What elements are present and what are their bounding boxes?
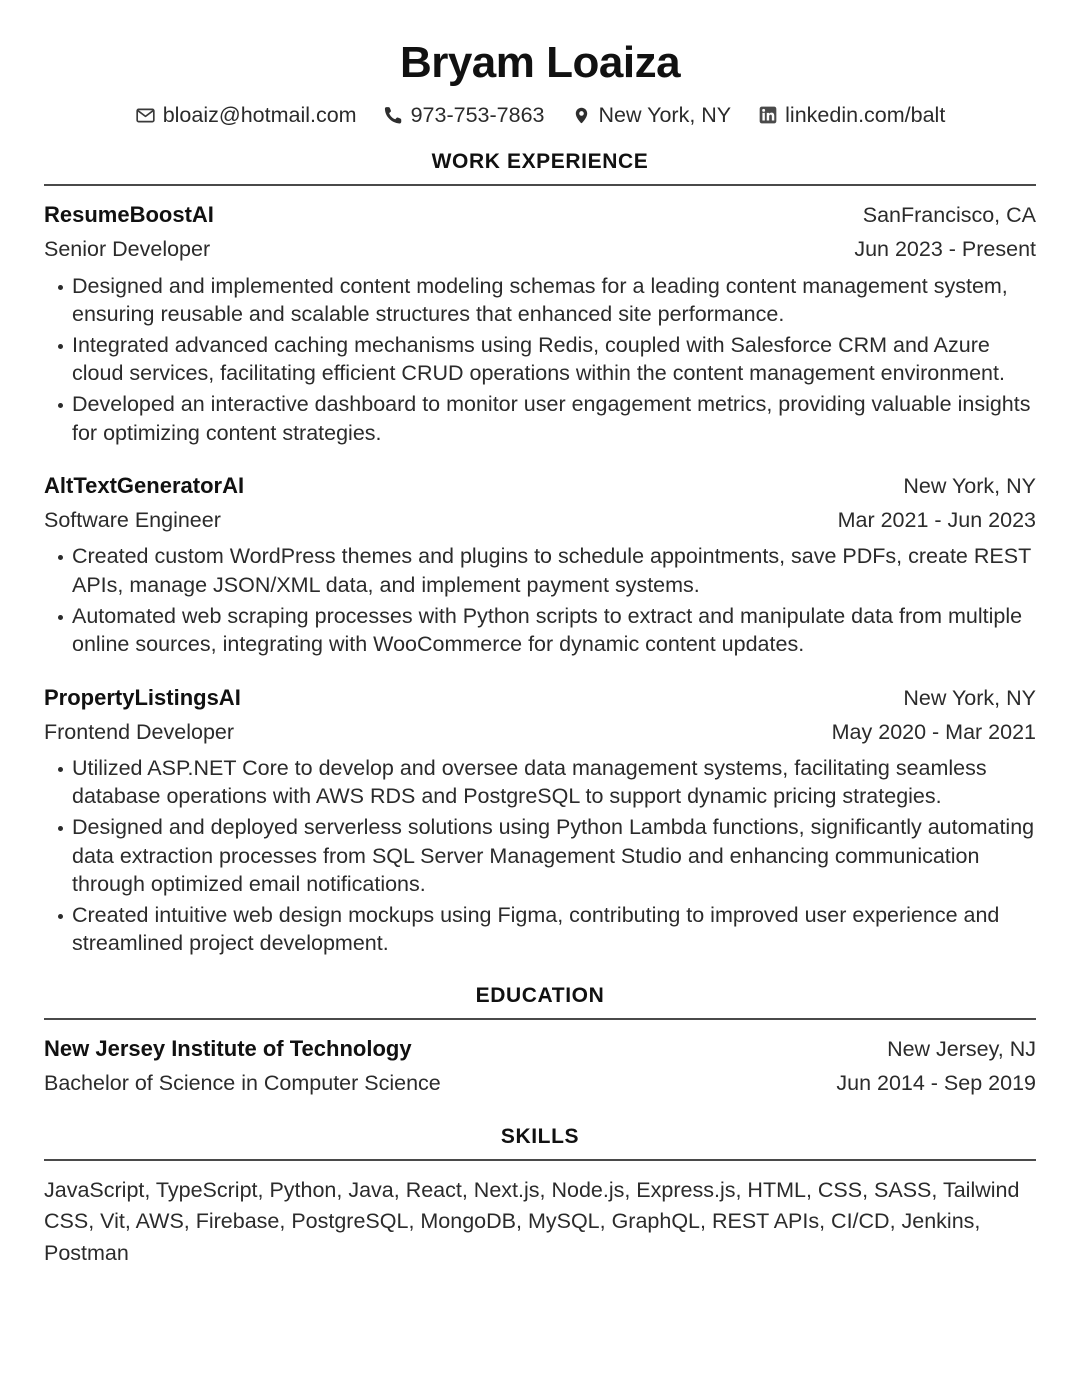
work-entry-bullets bbox=[44, 542, 1036, 658]
work-entry-subheader bbox=[44, 717, 1036, 748]
education-degree: Bachelor of Science in Computer Science bbox=[44, 1071, 441, 1096]
section-divider bbox=[44, 1159, 1036, 1161]
contact-phone-text: 973-753-7863 bbox=[410, 102, 545, 127]
list-item: Designed and implemented content modeling schemas for a leading content management system, ensuring reusable and scalable structures that enhanced site performance. bbox=[44, 272, 1036, 329]
education-entry-header bbox=[44, 1034, 1036, 1064]
resume-header bbox=[44, 32, 1036, 128]
work-entry-company: AltTextGeneratorAI bbox=[44, 473, 245, 499]
work-entry-location: SanFrancisco, CA bbox=[862, 203, 1036, 228]
contact-email-text: bloaiz@hotmail.com bbox=[162, 102, 357, 127]
map-pin-icon bbox=[571, 105, 592, 126]
work-entry-location: New York, NY bbox=[903, 474, 1036, 499]
education-location: New Jersey, NJ bbox=[887, 1037, 1036, 1062]
phone-icon bbox=[383, 105, 404, 126]
list-item: Automated web scraping processes with Python scripts to extract and manipulate data from multiple online sources, integrating with WooCommerce for dynamic content updates. bbox=[44, 602, 1036, 659]
work-entry-title: Software Engineer bbox=[44, 508, 221, 533]
contact-location[interactable] bbox=[558, 103, 745, 129]
contact-linkedin-text: linkedin.com/balt bbox=[785, 102, 946, 127]
work-entry-company: ResumeBoostAI bbox=[44, 202, 214, 228]
section-skills bbox=[44, 1125, 1036, 1269]
contact-location-text: New York, NY bbox=[598, 102, 732, 127]
list-item: Utilized ASP.NET Core to develop and oversee data management systems, facilitating seamless database operations with AWS RDS and PostgreSQL to support dynamic pricing strategies. bbox=[44, 754, 1036, 811]
education-entry bbox=[44, 1034, 1036, 1099]
skills-list: JavaScript, TypeScript, Python, Java, React, Next.js, Node.js, Express.js, HTML, CSS, SASS, Tailwind CSS, Vit, AWS, Firebase, PostgreSQL, MongoDB, MySQL, GraphQL, REST APIs, CI/CD, Jenkins, Postman bbox=[44, 1178, 1020, 1265]
contact-row bbox=[44, 103, 1036, 129]
work-entry-subheader bbox=[44, 505, 1036, 536]
work-entry-dates: Mar 2021 - Jun 2023 bbox=[837, 508, 1036, 533]
contact-phone[interactable] bbox=[370, 103, 558, 129]
education-dates: Jun 2014 - Sep 2019 bbox=[836, 1071, 1036, 1096]
linkedin-icon bbox=[757, 105, 778, 126]
contact-email[interactable] bbox=[122, 103, 370, 129]
list-item: Developed an interactive dashboard to monitor user engagement metrics, providing valuable insights for optimizing content strategies. bbox=[44, 390, 1036, 447]
work-entry-subheader bbox=[44, 234, 1036, 265]
education-school: New Jersey Institute of Technology bbox=[44, 1036, 412, 1062]
list-item: Designed and deployed serverless solutions using Python Lambda functions, significantly automating data extraction processes from SQL Server Management Studio and enhancing communication through optimized email notifications. bbox=[44, 813, 1036, 899]
section-title-work: WORK EXPERIENCE bbox=[431, 150, 649, 174]
section-education bbox=[44, 984, 1036, 1099]
work-entry-bullets bbox=[44, 754, 1036, 958]
work-entry-location: New York, NY bbox=[903, 685, 1036, 710]
work-entry-company: PropertyListingsAI bbox=[44, 684, 241, 710]
work-entry bbox=[44, 471, 1036, 659]
work-entry bbox=[44, 683, 1036, 958]
work-entry-dates: May 2020 - Mar 2021 bbox=[831, 719, 1036, 744]
work-entry-dates: Jun 2023 - Present bbox=[854, 237, 1036, 262]
work-entry-title: Senior Developer bbox=[44, 237, 211, 262]
section-work-experience bbox=[44, 150, 1036, 958]
work-entry-header bbox=[44, 471, 1036, 501]
section-divider bbox=[44, 1018, 1036, 1020]
work-entry-bullets bbox=[44, 272, 1036, 448]
section-title-skills: SKILLS bbox=[500, 1125, 580, 1149]
education-entry-subheader bbox=[44, 1068, 1036, 1099]
work-entry-header bbox=[44, 683, 1036, 713]
work-entry-header bbox=[44, 200, 1036, 230]
envelope-icon bbox=[135, 105, 156, 126]
list-item: Created custom WordPress themes and plugins to schedule appointments, save PDFs, create REST APIs, manage JSON/XML data, and implement payment systems. bbox=[44, 542, 1036, 599]
contact-linkedin[interactable] bbox=[744, 103, 958, 129]
section-divider bbox=[44, 184, 1036, 186]
list-item: Integrated advanced caching mechanisms using Redis, coupled with Salesforce CRM and Azure cloud services, facilitating efficient CRUD operations within the content management environment. bbox=[44, 331, 1036, 388]
list-item: Created intuitive web design mockups using Figma, contributing to improved user experience and streamlined project development. bbox=[44, 901, 1036, 958]
candidate-name: Bryam Loaiza bbox=[399, 38, 681, 87]
work-entry bbox=[44, 200, 1036, 447]
work-entry-title: Frontend Developer bbox=[44, 719, 235, 744]
section-title-education: EDUCATION bbox=[475, 984, 605, 1008]
